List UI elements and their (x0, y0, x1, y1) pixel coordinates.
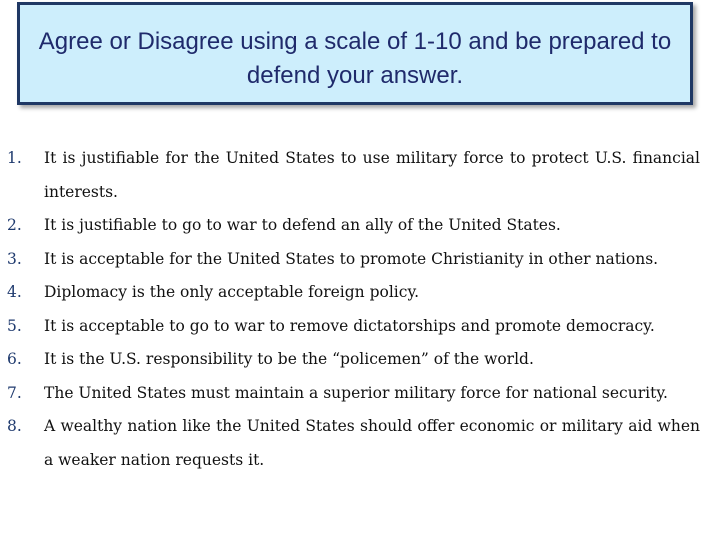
item-number: 5. (7, 316, 22, 335)
slide-title: Agree or Disagree using a scale of 1-10 and be prepared to defend your answer. (38, 27, 672, 89)
item-text: Diplomacy is the only acceptable foreign policy. (44, 283, 420, 301)
item-text: It is justifiable to go to war to defend an ally of the United States. (44, 216, 561, 234)
item-text: The United States must maintain a superior military force for national security. (44, 383, 668, 402)
list-item (0, 209, 720, 243)
item-number: 3. (7, 249, 22, 268)
list-item (0, 243, 720, 277)
list-item (0, 343, 720, 377)
item-number: 8. (7, 417, 22, 435)
item-text: It is justifiable for the United States to use military force to protect U.S. financial interests. (44, 149, 700, 201)
list-item (0, 310, 720, 344)
item-text: It is acceptable to go to war to remove dictatorships and promote democracy. (44, 316, 655, 335)
list-item (0, 142, 720, 209)
list-item (0, 276, 720, 310)
item-text: A wealthy nation like the United States should offer economic or military aid when a weaker nation requests it. (44, 417, 700, 469)
list-item (0, 410, 720, 477)
statement-list (0, 142, 720, 477)
item-text: It is the U.S. responsibility to be the “policemen” of the world. (44, 350, 534, 368)
item-number: 2. (7, 216, 22, 234)
item-number: 7. (7, 383, 22, 402)
title-box (17, 2, 693, 105)
list-item (0, 377, 720, 411)
item-number: 1. (7, 149, 22, 167)
item-text: It is acceptable for the United States to promote Christianity in other nations. (44, 249, 659, 268)
item-number: 6. (7, 350, 22, 368)
item-number: 4. (7, 283, 22, 301)
